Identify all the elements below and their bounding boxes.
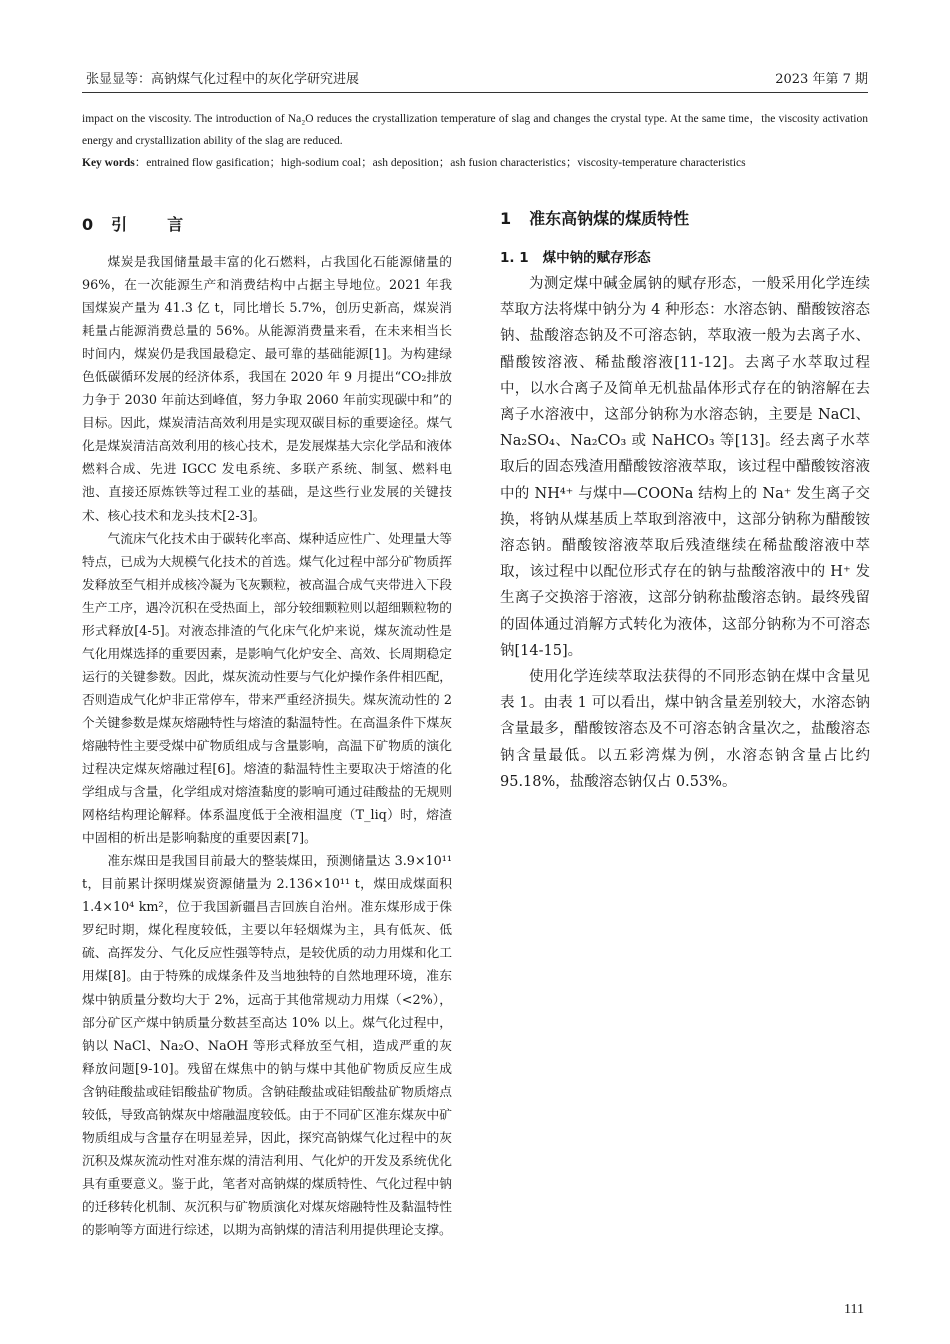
- section-1-paragraph-1: 为测定煤中碱金属钠的赋存形态，一般采用化学连续萃取方法将煤中钠分为 4 种形态：水溶态钠、醋酸铵溶态钠、盐酸溶态钠及不可溶态钠，萃取液一般为去离子水、醋酸铵溶液、稀盐酸溶液[11-12]。去离子水萃取过程中，以水合离子及简单无机盐晶体形式存在的钠溶解在去离子水溶液中，这部分钠称为水溶态钠，主要是 NaCl、Na₂SO₄、Na₂CO₃ 或 NaHCO₃ 等[13]。经去离子水萃取后的固态残渣用醋酸铵溶液萃取，该过程中醋酸铵溶液中的 NH⁴⁺ 与煤中—COONa 结构上的 Na⁺ 发生离子交换，将钠从煤基质上萃取到溶液中，这部分钠称为醋酸铵溶态钠。醋酸铵溶液萃取后残渣继续在稀盐酸溶液中萃取，该过程中以配位形式存在的钠与盐酸溶液中的 H⁺ 发生离子交换溶于溶液，这部分钠称盐酸溶态钠。最终残留的固体通过消解方式转化为液体，这部分钠称为不可溶态钠[14-15]。: [500, 276, 870, 659]
- keywords-line: [82, 152, 868, 174]
- header-rule: [82, 92, 868, 93]
- keywords-label: Key words: [82, 157, 135, 169]
- running-head-issue: 2023 年第 7 期: [775, 71, 868, 87]
- section-1-paragraph-2: 使用化学连续萃取法获得的不同形态钠在煤中含量见表 1。由表 1 可以看出，煤中钠含量差别较大，水溶态钠含量最多，醋酸铵溶态及不可溶态钠含量次之，盐酸溶态钠含量最低。以五彩湾煤为例，水溶态钠含量占比约95.18%，盐酸溶态钠仅占 0.53%。: [500, 669, 870, 790]
- section-1-number: 1: [500, 209, 512, 228]
- abstract-tail: [82, 108, 868, 174]
- subsection-1-1-number: 1. 1: [500, 250, 529, 266]
- running-head: [86, 66, 868, 88]
- right-column: [500, 205, 870, 795]
- section-0-heading: [82, 211, 452, 239]
- intro-paragraph-3: 准东煤田是我国目前最大的整装煤田，预测储量达 3.9×10¹¹ t，目前累计探明煤炭资源储量为 2.136×10¹¹ t，煤田成煤面积 1.4×10⁴ km²，位于我国新疆昌吉回族自治州。准东煤形成于侏罗纪时期，煤化程度较低，主要以年轻烟煤为主，具有低灰、低硫、高挥发分、气化反应性强等特点，是较优质的动力用煤和化工用煤[8]。由于特殊的成煤条件及当地独特的自然地理环境，准东煤中钠质量分数均大于 2%，远高于其他常规动力用煤（<2%），部分矿区产煤中钠质量分数甚至高达 10% 以上。煤气化过程中，钠以 NaCl、Na₂O、NaOH 等形式释放至气相，造成严重的灰释放问题[9-10]。残留在煤焦中的钠与煤中其他矿物质反应生成含钠硅酸盐或硅铝酸盐矿物质。含钠硅酸盐或硅铝酸盐矿物质熔点较低，导致高钠煤灰中熔融温度较低。由于不同矿区准东煤灰中矿物质组成与含量存在明显差异，因此，探究高钠煤气化过程中的灰沉积及煤灰流动性对准东煤的清洁利用、气化炉的开发及系统优化具有重要意义。鉴于此，笔者对高钠煤的煤质特性、气化过程中钠的迁移转化机制、灰沉积与矿物质演化对煤灰熔融特性及黏温特性的影响等方面进行综述，以期为高钠煤的清洁利用提供理论支撑。: [82, 854, 452, 1238]
- subsection-1-1-title: 煤中钠的赋存形态: [542, 250, 651, 266]
- running-head-title: 张显显等：高钠煤气化过程中的灰化学研究进展: [86, 71, 360, 87]
- keywords-text: ：entrained flow gasification；high-sodium coal；ash deposition；ash fusion characteristics；viscosity-temperature characteristics: [134, 157, 746, 169]
- page-number: 111: [844, 1302, 864, 1317]
- subsection-1-1-heading: [500, 245, 870, 271]
- intro-paragraph-2: 气流床气化技术由于碳转化率高、煤种适应性广、处理量大等特点，已成为大规模气化技术的首选。煤气化过程中部分矿物质挥发释放至气相并成核冷凝为飞灰颗粒，被高温合成气夹带进入下段生产工序，遇冷沉积在受热面上，部分较细颗粒则以超细颗粒物的形式释放[4-5]。对液态排渣的气化床气化炉来说，煤灰流动性是气化用煤选择的重要因素，是影响气化炉安全、高效、长周期稳定运行的关键参数。因此，煤灰流动性要与气化炉操作条件相匹配，否则造成气化炉非正常停车，带来严重经济损失。煤灰流动性的 2 个关键参数是煤灰熔融特性与熔渣的黏温特性。在高温条件下煤灰熔融特性主要受煤中矿物质组成与含量影响，高温下矿物质的演化过程决定煤灰熔融过程[6]。熔渣的黏温特性主要取决于熔渣的化学组成与含量，化学组成对熔渣黏度的影响可通过硅酸盐的无规则网格结构理论解释。体系温度低于全液相温度（T_liq）时，熔渣中固相的析出是影响黏度的重要因素[7]。: [82, 531, 452, 847]
- section-0-number: 0: [82, 215, 94, 234]
- section-0-title: 引言: [111, 215, 224, 234]
- intro-paragraph-1: 煤炭是我国储量最丰富的化石燃料，占我国化石能源储量的 96%，在一次能源生产和消费结构中占据主导地位。2021 年我国煤炭产量为 41.3 亿 t，同比增长 5.7%，创历史新高，煤炭消耗量占能源消费总量的 56%。从能源消费量来看，在未来相当长时间内，煤炭仍是我国最稳定、最可靠的基础能源[1]。为构建绿色低碳循环发展的经济体系，我国在 2020 年 9 月提出“CO₂排放力争于 2030 年前达到峰值，努力争取 2060 年前实现碳中和”的目标。因此，煤炭清洁高效利用是实现双碳目标的重要途径。煤气化是煤炭清洁高效利用的核心技术，是发展煤基大宗化学品和液体燃料合成、先进 IGCC 发电系统、多联产系统、制氢、燃料电池、直接还原炼铁等过程工业的基础，是这些行业发展的关键技术、核心技术和龙头技术[2-3]。: [82, 255, 452, 524]
- section-1-heading: [500, 205, 870, 233]
- abstract-text: impact on the viscosity. The introduction of Na₂O reduces the crystallization temperature of slag and changes the crystal type. At the same time，the viscosity activation energy and crystallization ability of the slag are reduced.: [82, 113, 868, 147]
- section-1-title: 准东高钠煤的煤质特性: [529, 209, 690, 228]
- left-column: [82, 205, 452, 1242]
